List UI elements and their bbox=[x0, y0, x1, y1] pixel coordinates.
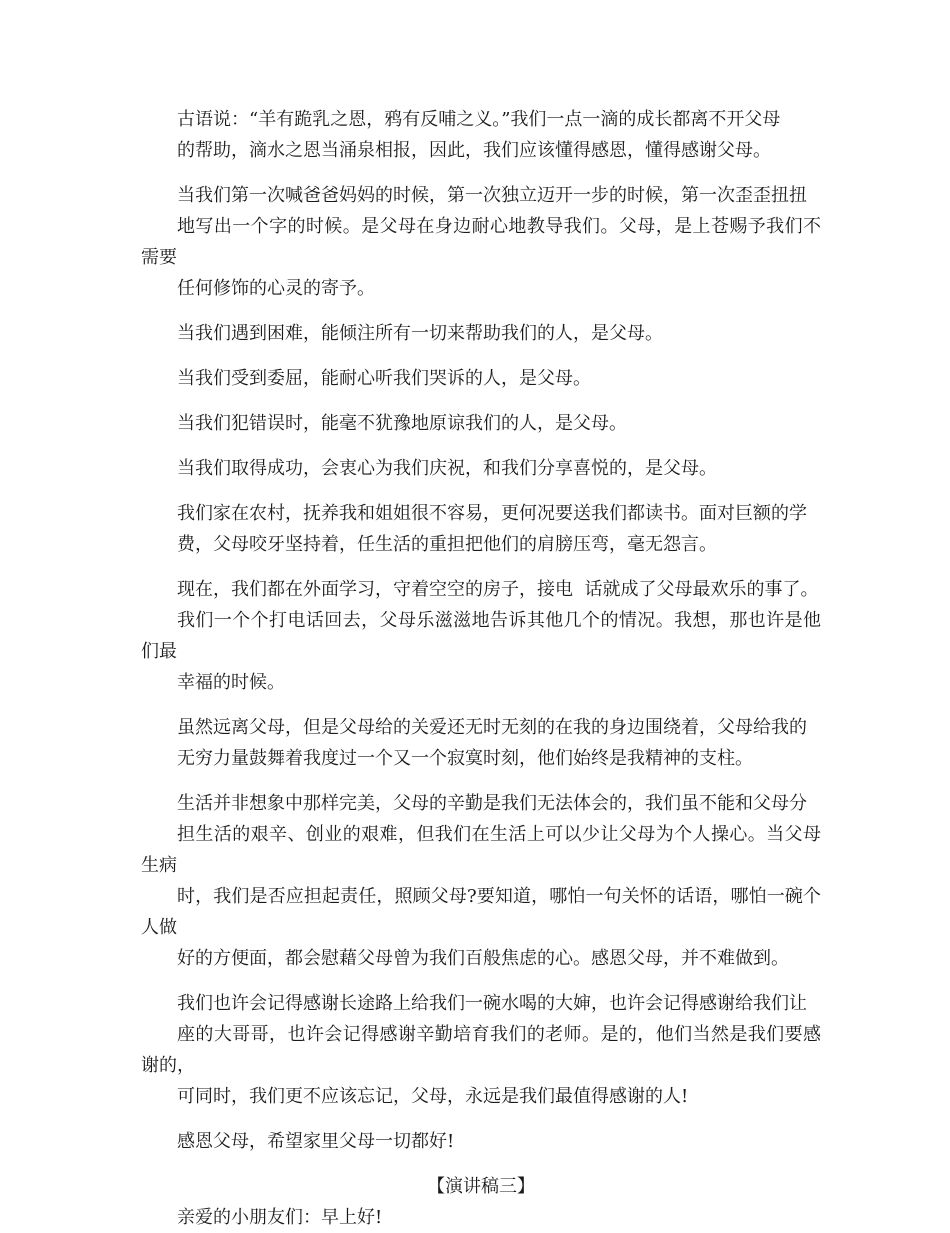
section-heading: 【演讲稿三】 bbox=[427, 1176, 535, 1197]
paragraph bbox=[141, 1126, 821, 1157]
paragraph-line: 好的方便面，都会慰藉父母曾为我们百般焦虑的心。感恩父母，并不难做到。 bbox=[177, 948, 789, 969]
paragraph-line: 担生活的艰辛、创业的艰难，但我们在生活上可以少让父母为个人操心。当父母生病 bbox=[141, 824, 821, 876]
document-page bbox=[141, 104, 821, 1233]
paragraph-line: 当我们第一次喊爸爸妈妈的时候，第一次独立迈开一步的时候，第一次歪歪扭扭 bbox=[177, 185, 807, 206]
paragraph-line: 虽然远离父母，但是父母给的关爱还无时无刻的在我的身边围绕着，父母给我的 bbox=[177, 717, 807, 738]
paragraph-line: 费，父母咬牙坚持着，任生活的重担把他们的肩膀压弯，毫无怨言。 bbox=[177, 534, 717, 555]
paragraph-line: 的帮助，滴水之恩当涌泉相报，因此，我们应该懂得感恩，懂得感谢父母。 bbox=[177, 140, 771, 161]
paragraph-line: 地写出一个字的时候。是父母在身边耐心地教导我们。父母，是上苍赐予我们不需要 bbox=[141, 216, 821, 268]
paragraph bbox=[141, 788, 821, 974]
paragraph-line: 当我们受到委屈，能耐心听我们哭诉的人，是父母。 bbox=[177, 368, 591, 389]
paragraph bbox=[141, 180, 821, 304]
paragraph-line: 现在，我们都在外面学习，守着空空的房子，接电 话就成了父母最欢乐的事了。 bbox=[177, 579, 819, 600]
paragraph-line: 当我们取得成功，会衷心为我们庆祝，和我们分享喜悦的，是父母。 bbox=[177, 458, 717, 479]
body-paragraphs bbox=[141, 104, 821, 1157]
paragraph bbox=[141, 318, 821, 349]
paragraph bbox=[141, 498, 821, 560]
paragraph-line: 幸福的时候。 bbox=[177, 672, 285, 693]
paragraph-line: 当我们遇到困难，能倾注所有一切来帮助我们的人，是父母。 bbox=[177, 323, 663, 344]
paragraph-line: 我们也许会记得感谢长途路上给我们一碗水喝的大婶，也许会记得感谢给我们让 bbox=[177, 993, 807, 1014]
paragraph-line: 时，我们是否应担起责任，照顾父母?要知道，哪怕一句关怀的话语，哪怕一碗个人做 bbox=[141, 886, 821, 938]
paragraph bbox=[141, 574, 821, 698]
paragraph-line: 任何修饰的心灵的寄予。 bbox=[177, 278, 375, 299]
paragraph-line: 古语说：“羊有跪乳之恩，鸦有反哺之义。”我们一点一滴的成长都离不开父母 bbox=[177, 109, 781, 130]
paragraph-line: 当我们犯错误时，能毫不犹豫地原谅我们的人，是父母。 bbox=[177, 413, 627, 434]
paragraph-line: 感恩父母，希望家里父母一切都好! bbox=[177, 1131, 455, 1152]
paragraph bbox=[141, 453, 821, 484]
paragraph-line: 我们家在农村，抚养我和姐姐很不容易，更何况要送我们都读书。面对巨额的学 bbox=[177, 503, 807, 524]
greeting-line: 亲爱的小朋友们：早上好! bbox=[177, 1207, 383, 1228]
paragraph-line: 座的大哥哥，也许会记得感谢辛勤培育我们的老师。是的，他们当然是我们要感谢的， bbox=[141, 1024, 821, 1076]
paragraph-line: 生活并非想象中那样完美，父母的辛勤是我们无法体会的，我们虽不能和父母分 bbox=[177, 793, 807, 814]
paragraph bbox=[141, 104, 821, 166]
paragraph bbox=[141, 988, 821, 1112]
paragraph bbox=[141, 408, 821, 439]
paragraph-line: 无穷力量鼓舞着我度过一个又一个寂寞时刻，他们始终是我精神的支柱。 bbox=[177, 748, 753, 769]
paragraph bbox=[141, 712, 821, 774]
paragraph bbox=[141, 363, 821, 394]
paragraph-line: 可同时，我们更不应该忘记，父母，永远是我们最值得感谢的人! bbox=[177, 1086, 689, 1107]
paragraph-line: 我们一个个打电话回去，父母乐滋滋地告诉其他几个的情况。我想，那也许是他们最 bbox=[141, 610, 821, 662]
after-heading bbox=[141, 1202, 821, 1233]
